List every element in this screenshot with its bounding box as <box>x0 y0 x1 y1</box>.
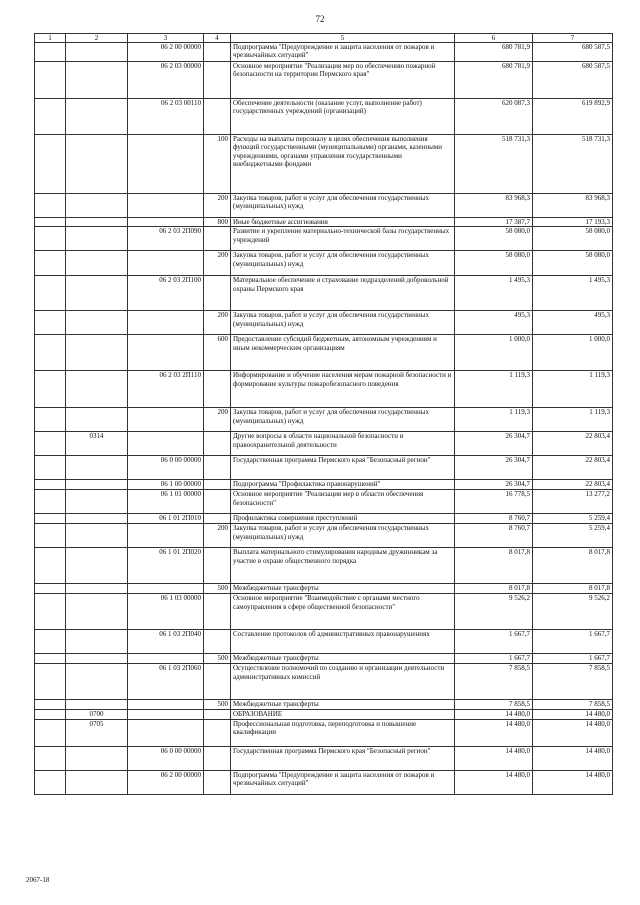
section-cell <box>35 218 66 227</box>
subsection-cell <box>66 490 128 514</box>
amount-col7-cell: 22 803,4 <box>533 456 613 480</box>
description-cell: Расходы на выплаты персоналу в целях обеспечения выполнения функций государственными (муниципальными) органами, казенными учреждениями, органами управления государственными внебюджетными фондами <box>231 135 455 194</box>
table-row <box>35 371 613 408</box>
subsection-cell <box>66 251 128 276</box>
subsection-cell: 0700 <box>66 710 128 719</box>
description-cell: Развитие и укрепление материально-технической базы государственных учреждений <box>231 227 455 251</box>
expense-type-cell <box>204 664 231 700</box>
description-cell: Информирование и обучение населения мерам пожарной безопасности и формирование культуры пожаробезопасного поведения <box>231 371 455 408</box>
amount-col7-cell: 14 480,0 <box>533 746 613 770</box>
target-article-cell <box>128 135 204 194</box>
amount-col6-cell: 16 778,5 <box>455 490 533 514</box>
description-cell: Закупка товаров, работ и услуг для обеспечения государственных (муниципальных) нужд <box>231 311 455 335</box>
expense-type-cell <box>204 594 231 630</box>
expense-type-cell <box>204 719 231 746</box>
amount-col6-cell: 14 480,0 <box>455 710 533 719</box>
section-cell <box>35 371 66 408</box>
description-cell: Профессиональная подготовка, переподготовка и повышение квалификации <box>231 719 455 746</box>
target-article-cell <box>128 194 204 218</box>
table-row <box>35 710 613 719</box>
section-cell <box>35 700 66 710</box>
description-cell: Закупка товаров, работ и услуг для обеспечения государственных (муниципальных) нужд <box>231 408 455 432</box>
amount-col7-cell: 14 480,0 <box>533 710 613 719</box>
subsection-cell: 0314 <box>66 432 128 456</box>
amount-col7-cell: 58 080,0 <box>533 227 613 251</box>
target-article-cell <box>128 335 204 371</box>
table-row <box>35 584 613 594</box>
description-cell: Закупка товаров, работ и услуг для обеспечения государственных (муниципальных) нужд <box>231 524 455 548</box>
expense-type-cell <box>204 371 231 408</box>
target-article-cell: 06 1 01 2П020 <box>128 548 204 584</box>
amount-col7-cell: 1 495,3 <box>533 276 613 311</box>
subsection-cell <box>66 630 128 654</box>
subsection-cell <box>66 218 128 227</box>
amount-col7-cell: 1 667,7 <box>533 630 613 654</box>
header-row <box>35 34 613 43</box>
target-article-cell: 06 2 03 2П100 <box>128 276 204 311</box>
table-row <box>35 99 613 135</box>
description-cell: Материальное обеспечение и страхование подразделений добровольной охраны Пермского края <box>231 276 455 311</box>
section-cell <box>35 548 66 584</box>
amount-col6-cell: 1 000,0 <box>455 335 533 371</box>
amount-col6-cell: 26 304,7 <box>455 432 533 456</box>
description-cell: Государственная программа Пермского края "Безопасный регион" <box>231 456 455 480</box>
amount-col7-cell: 1 119,3 <box>533 371 613 408</box>
target-article-cell: 06 2 00 00000 <box>128 770 204 794</box>
amount-col7-cell: 14 480,0 <box>533 770 613 794</box>
expense-type-cell <box>204 490 231 514</box>
section-cell <box>35 227 66 251</box>
table-row <box>35 490 613 514</box>
table-row <box>35 218 613 227</box>
description-cell: Подпрограмма "Предупреждение и защита населения от пожаров и чрезвычайных ситуаций" <box>231 43 455 62</box>
target-article-cell: 06 0 00 00000 <box>128 456 204 480</box>
description-cell: Закупка товаров, работ и услуг для обеспечения государственных (муниципальных) нужд <box>231 251 455 276</box>
section-cell <box>35 62 66 99</box>
description-cell: Межбюджетные трансферты <box>231 654 455 664</box>
table-row <box>35 311 613 335</box>
table-row <box>35 770 613 794</box>
target-article-cell: 06 2 00 00000 <box>128 43 204 62</box>
column-header-7: 7 <box>533 34 613 43</box>
subsection-cell <box>66 514 128 524</box>
description-cell: Профилактика совершения преступлений <box>231 514 455 524</box>
target-article-cell: 06 1 01 2П010 <box>128 514 204 524</box>
target-article-cell <box>128 700 204 710</box>
expense-type-cell <box>204 99 231 135</box>
amount-col6-cell: 1 495,3 <box>455 276 533 311</box>
table-row <box>35 135 613 194</box>
amount-col7-cell: 13 277,2 <box>533 490 613 514</box>
target-article-cell: 06 2 03 2П090 <box>128 227 204 251</box>
expense-type-cell <box>204 548 231 584</box>
expense-type-cell <box>204 227 231 251</box>
table-body <box>35 43 613 794</box>
expense-type-cell: 500 <box>204 654 231 664</box>
table-row <box>35 194 613 218</box>
section-cell <box>35 251 66 276</box>
section-cell <box>35 480 66 490</box>
description-cell: Иные бюджетные ассигнования <box>231 218 455 227</box>
column-header-6: 6 <box>455 34 533 43</box>
amount-col7-cell: 17 193,3 <box>533 218 613 227</box>
expense-type-cell <box>204 43 231 62</box>
amount-col7-cell: 5 259,4 <box>533 514 613 524</box>
amount-col7-cell: 7 858,5 <box>533 664 613 700</box>
target-article-cell <box>128 524 204 548</box>
expense-type-cell <box>204 514 231 524</box>
table-row <box>35 700 613 710</box>
amount-col7-cell: 8 017,8 <box>533 548 613 584</box>
target-article-cell: 06 1 03 2П060 <box>128 664 204 700</box>
expense-type-cell <box>204 62 231 99</box>
amount-col7-cell: 22 803,4 <box>533 480 613 490</box>
amount-col6-cell: 620 087,3 <box>455 99 533 135</box>
subsection-cell <box>66 227 128 251</box>
section-cell <box>35 135 66 194</box>
expense-type-cell: 500 <box>204 700 231 710</box>
section-cell <box>35 746 66 770</box>
section-cell <box>35 719 66 746</box>
subsection-cell <box>66 700 128 710</box>
amount-col7-cell: 58 080,0 <box>533 251 613 276</box>
table-row <box>35 514 613 524</box>
table-row <box>35 548 613 584</box>
target-article-cell <box>128 408 204 432</box>
target-article-cell <box>128 251 204 276</box>
section-cell <box>35 664 66 700</box>
subsection-cell <box>66 770 128 794</box>
expense-type-cell <box>204 746 231 770</box>
subsection-cell <box>66 371 128 408</box>
amount-col7-cell: 1 667,7 <box>533 654 613 664</box>
target-article-cell <box>128 710 204 719</box>
section-cell <box>35 408 66 432</box>
table-row <box>35 251 613 276</box>
table-row <box>35 664 613 700</box>
amount-col7-cell: 1 119,3 <box>533 408 613 432</box>
section-cell <box>35 276 66 311</box>
target-article-cell: 06 1 00 00000 <box>128 480 204 490</box>
amount-col7-cell: 495,3 <box>533 311 613 335</box>
subsection-cell <box>66 43 128 62</box>
subsection-cell <box>66 594 128 630</box>
target-article-cell <box>128 584 204 594</box>
amount-col7-cell: 619 892,9 <box>533 99 613 135</box>
description-cell: Закупка товаров, работ и услуг для обеспечения государственных (муниципальных) нужд <box>231 194 455 218</box>
expense-type-cell: 200 <box>204 524 231 548</box>
table-row <box>35 654 613 664</box>
expense-type-cell <box>204 456 231 480</box>
expense-type-cell <box>204 630 231 654</box>
description-cell: Другие вопросы в области национальной безопасности и правоохранительной деятельности <box>231 432 455 456</box>
table-row <box>35 719 613 746</box>
expense-type-cell: 200 <box>204 194 231 218</box>
section-cell <box>35 770 66 794</box>
section-cell <box>35 654 66 664</box>
target-article-cell: 06 1 03 00000 <box>128 594 204 630</box>
expense-type-cell: 200 <box>204 311 231 335</box>
table-row <box>35 227 613 251</box>
amount-col7-cell: 83 968,3 <box>533 194 613 218</box>
description-cell: Основное мероприятие "Реализация мер по обеспечению пожарной безопасности на территории Пермского края" <box>231 62 455 99</box>
expense-type-cell: 200 <box>204 408 231 432</box>
amount-col7-cell: 9 526,2 <box>533 594 613 630</box>
subsection-cell <box>66 408 128 432</box>
section-cell <box>35 194 66 218</box>
amount-col7-cell: 7 858,5 <box>533 700 613 710</box>
table-row <box>35 480 613 490</box>
amount-col6-cell: 14 480,0 <box>455 746 533 770</box>
amount-col7-cell: 680 587,5 <box>533 43 613 62</box>
table-row <box>35 276 613 311</box>
table-row <box>35 456 613 480</box>
subsection-cell <box>66 135 128 194</box>
amount-col6-cell: 1 667,7 <box>455 630 533 654</box>
amount-col6-cell: 680 781,9 <box>455 43 533 62</box>
amount-col6-cell: 1 667,7 <box>455 654 533 664</box>
description-cell: Осуществление полномочий по созданию и организации деятельности административных комиссий <box>231 664 455 700</box>
section-cell <box>35 594 66 630</box>
amount-col6-cell: 26 304,7 <box>455 480 533 490</box>
description-cell: Выплата материального стимулирования народным дружинникам за участие в охране общественного порядка <box>231 548 455 584</box>
budget-table <box>34 33 613 795</box>
amount-col6-cell: 8 017,8 <box>455 548 533 584</box>
description-cell: ОБРАЗОВАНИЕ <box>231 710 455 719</box>
description-cell: Предоставление субсидий бюджетным, автономным учреждениям и иным некоммерческим организациям <box>231 335 455 371</box>
column-header-4: 4 <box>204 34 231 43</box>
subsection-cell <box>66 99 128 135</box>
subsection-cell <box>66 335 128 371</box>
column-header-5: 5 <box>231 34 455 43</box>
description-cell: Государственная программа Пермского края "Безопасный регион" <box>231 746 455 770</box>
target-article-cell <box>128 432 204 456</box>
section-cell <box>35 630 66 654</box>
subsection-cell <box>66 664 128 700</box>
table-row <box>35 432 613 456</box>
subsection-cell <box>66 456 128 480</box>
subsection-cell <box>66 311 128 335</box>
column-header-3: 3 <box>128 34 204 43</box>
section-cell <box>35 490 66 514</box>
target-article-cell: 06 2 03 2П110 <box>128 371 204 408</box>
subsection-cell <box>66 746 128 770</box>
target-article-cell: 06 1 01 00000 <box>128 490 204 514</box>
target-article-cell: 06 0 00 00000 <box>128 746 204 770</box>
column-header-2: 2 <box>66 34 128 43</box>
table-row <box>35 335 613 371</box>
target-article-cell <box>128 719 204 746</box>
table-row <box>35 630 613 654</box>
amount-col6-cell: 7 858,5 <box>455 700 533 710</box>
subsection-cell <box>66 194 128 218</box>
amount-col7-cell: 5 259,4 <box>533 524 613 548</box>
target-article-cell <box>128 218 204 227</box>
description-cell: Подпрограмма "Предупреждение и защита населения от пожаров и чрезвычайных ситуаций" <box>231 770 455 794</box>
amount-col7-cell: 8 017,8 <box>533 584 613 594</box>
section-cell <box>35 456 66 480</box>
table-row <box>35 43 613 62</box>
amount-col6-cell: 83 968,3 <box>455 194 533 218</box>
target-article-cell: 06 2 03 00110 <box>128 99 204 135</box>
amount-col6-cell: 8 017,8 <box>455 584 533 594</box>
expense-type-cell <box>204 432 231 456</box>
subsection-cell <box>66 524 128 548</box>
target-article-cell <box>128 311 204 335</box>
amount-col6-cell: 1 119,3 <box>455 371 533 408</box>
subsection-cell <box>66 654 128 664</box>
target-article-cell <box>128 654 204 664</box>
amount-col6-cell: 58 080,0 <box>455 227 533 251</box>
expense-type-cell: 200 <box>204 251 231 276</box>
table-row <box>35 594 613 630</box>
document-code: 2067-18 <box>26 876 50 884</box>
description-cell: Обеспечение деятельности (оказание услуг, выполнение работ) государственных учреждений (организаций) <box>231 99 455 135</box>
expense-type-cell <box>204 710 231 719</box>
amount-col7-cell: 1 000,0 <box>533 335 613 371</box>
subsection-cell <box>66 480 128 490</box>
expense-type-cell: 800 <box>204 218 231 227</box>
amount-col6-cell: 26 304,7 <box>455 456 533 480</box>
expense-type-cell: 600 <box>204 335 231 371</box>
target-article-cell: 06 2 03 00000 <box>128 62 204 99</box>
section-cell <box>35 710 66 719</box>
subsection-cell <box>66 584 128 594</box>
subsection-cell <box>66 62 128 99</box>
amount-col6-cell: 9 526,2 <box>455 594 533 630</box>
table-row <box>35 62 613 99</box>
amount-col6-cell: 1 119,3 <box>455 408 533 432</box>
section-cell <box>35 311 66 335</box>
amount-col7-cell: 680 587,5 <box>533 62 613 99</box>
amount-col7-cell: 22 803,4 <box>533 432 613 456</box>
description-cell: Межбюджетные трансферты <box>231 700 455 710</box>
target-article-cell: 06 1 03 2П040 <box>128 630 204 654</box>
expense-type-cell: 500 <box>204 584 231 594</box>
page-number: 72 <box>315 14 325 24</box>
table-row <box>35 746 613 770</box>
expense-type-cell <box>204 480 231 490</box>
amount-col7-cell: 518 731,3 <box>533 135 613 194</box>
description-cell: Основное мероприятие "Реализация мер в области обеспечения безопасности" <box>231 490 455 514</box>
description-cell: Составление протоколов об административных правонарушениях <box>231 630 455 654</box>
section-cell <box>35 335 66 371</box>
amount-col6-cell: 680 781,9 <box>455 62 533 99</box>
amount-col6-cell: 58 080,0 <box>455 251 533 276</box>
amount-col6-cell: 518 731,3 <box>455 135 533 194</box>
section-cell <box>35 432 66 456</box>
subsection-cell <box>66 276 128 311</box>
amount-col6-cell: 7 858,5 <box>455 664 533 700</box>
table-row <box>35 408 613 432</box>
description-cell: Межбюджетные трансферты <box>231 584 455 594</box>
subsection-cell <box>66 548 128 584</box>
amount-col6-cell: 17 387,7 <box>455 218 533 227</box>
amount-col6-cell: 14 480,0 <box>455 719 533 746</box>
description-cell: Основное мероприятие "Взаимодействие с органами местного самоуправления в сфере общественной безопасности" <box>231 594 455 630</box>
expense-type-cell <box>204 276 231 311</box>
amount-col6-cell: 14 480,0 <box>455 770 533 794</box>
column-header-1: 1 <box>35 34 66 43</box>
expense-type-cell: 100 <box>204 135 231 194</box>
amount-col7-cell: 14 480,0 <box>533 719 613 746</box>
expense-type-cell <box>204 770 231 794</box>
amount-col6-cell: 495,3 <box>455 311 533 335</box>
subsection-cell: 0705 <box>66 719 128 746</box>
section-cell <box>35 584 66 594</box>
section-cell <box>35 43 66 62</box>
description-cell: Подпрограмма "Профилактика правонарушений" <box>231 480 455 490</box>
table-row <box>35 524 613 548</box>
section-cell <box>35 99 66 135</box>
section-cell <box>35 524 66 548</box>
amount-col6-cell: 8 760,7 <box>455 524 533 548</box>
amount-col6-cell: 8 760,7 <box>455 514 533 524</box>
section-cell <box>35 514 66 524</box>
